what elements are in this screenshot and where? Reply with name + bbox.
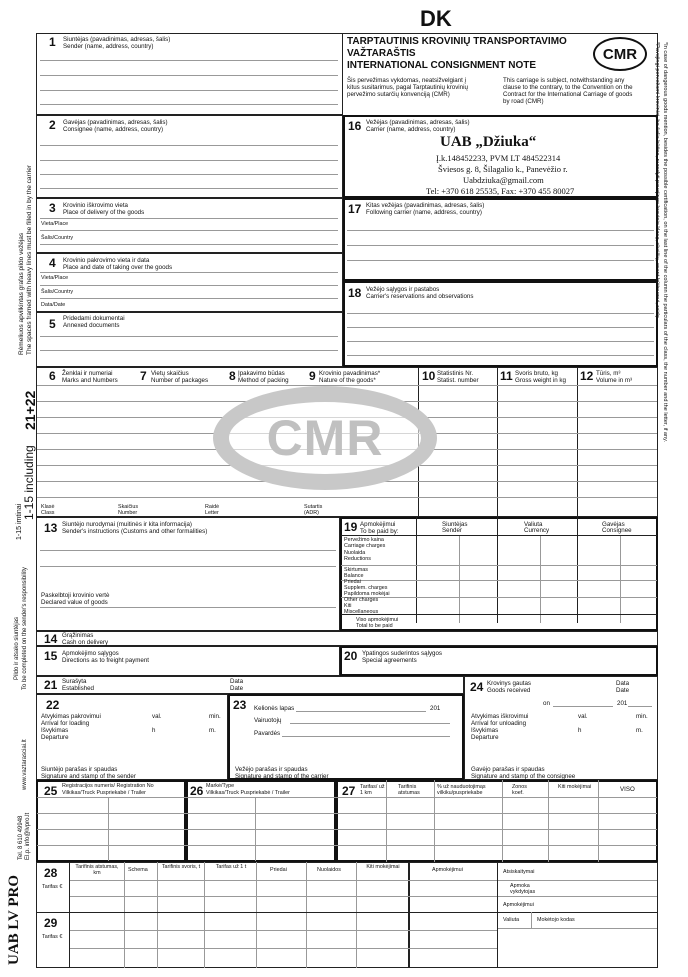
pay-row-2: Carriage charges <box>344 543 386 549</box>
field-15-number: 15 <box>44 649 58 663</box>
field-3-place: Vieta/Place <box>41 221 69 227</box>
driver-label: Vairuotojų <box>254 717 282 724</box>
field-17-lt: Kitas vežėjas (pavadinimas, adresas, šalis) <box>366 202 485 209</box>
field-4-lt: Krovinio pakrovimo vieta ir data <box>63 257 150 264</box>
col-9-en: Nature of the goods* <box>319 377 376 384</box>
field-25-en: Vilkikas/Truck Puspriekabė / Trailer <box>62 790 146 796</box>
pay-row-3: Nuolaida <box>344 550 366 556</box>
tariff-total: VISO <box>620 786 635 793</box>
sender-sign-en: Signature and stamp of the sender <box>41 773 136 780</box>
field-26-number: 26 <box>190 784 204 798</box>
field-3-country: Šalis/Country <box>41 235 74 241</box>
pay-row-6: Balance <box>344 573 364 579</box>
field-25-lt: Registracijos numeris/ Registration No <box>62 783 154 789</box>
tariff-other: Kiti mokėjimai <box>558 784 592 790</box>
field-15-lt: Apmokėjimo sąlygos <box>62 650 119 657</box>
field-4-country: Šalis/Country <box>41 289 74 295</box>
sender-sign-lt: Siuntėjo parašas ir spaudas <box>41 766 118 773</box>
settle-h7: Kiti mokėjimai <box>366 864 400 870</box>
field-2-en: Consignee (name, address, country) <box>63 126 164 133</box>
settle-h1: Tarifinis atstumas, km <box>75 864 119 876</box>
field-24-year: 201 <box>617 700 628 707</box>
settle-r5: Mokėtojo kodas <box>537 917 575 923</box>
sender-resp-lt: Pildo ir atsako siuntėjas <box>14 616 20 680</box>
pay-col-consignee-lt: Gavėjas <box>602 521 625 528</box>
col-11-en: Gross weight in kg <box>515 377 566 384</box>
range-1-15-b: 1-15 including <box>22 445 36 520</box>
sender-resp-en: To be completed on the sender's responsibility <box>22 567 28 690</box>
col-6-en: Marks and Numbers <box>62 377 118 384</box>
pay-col-currency-en: Currency <box>524 527 550 534</box>
field-1-lt: Siuntėjas (pavadinimas, adresas, šalis) <box>63 36 171 43</box>
unload-dep-en: Departure <box>471 734 499 741</box>
carrier-sign-en: Signature and stamp of the carrier <box>235 773 329 780</box>
range-1-15-a: 1-15 imtinai <box>16 503 23 540</box>
printer-contact-2: El.p. info@lvpro.lt <box>25 812 31 860</box>
field-23-number: 23 <box>233 698 247 712</box>
right-note-lt: *Pavojingi pervežami kroviniai, be šalia būtino, nurodyti pavojingo krovinio klasę, skaičių, esant būtinumui, raidę <box>654 42 660 318</box>
pay-row-10: Other charges <box>344 597 379 603</box>
field-18-lt: Vežėjo sąlygos ir pastabos <box>366 286 440 293</box>
carrier-sign-lt: Vežėjo parašas ir spaudas <box>235 766 308 773</box>
col-9-number: 9 <box>309 369 316 383</box>
field-13-en: Sender's instructions (Customs and other formalities) <box>62 528 208 535</box>
printer-company: UAB LV PRO <box>6 874 22 965</box>
cmr-watermark-text: CMR <box>266 410 384 466</box>
title-en-note-1: This carriage is subject, notwithstanding any <box>503 77 625 84</box>
printer-contact-1: Tel. 8 610 49948 <box>18 815 24 860</box>
consignee-sign-en: Signature and stamp of the consignee <box>471 773 576 780</box>
title-en-note-2: clause to the contrary, to the Convention on the <box>503 84 633 91</box>
col-7-number: 7 <box>140 369 147 383</box>
pay-row-12: Miscellaneous <box>344 609 379 615</box>
col-8-en: Method of packing <box>238 377 289 384</box>
load-arr-en: Arrival for loading <box>41 720 90 727</box>
title-lt-note-3: pervežimo sutarčių konvenciją (CMR) <box>347 91 450 98</box>
load-m: m. <box>209 727 216 734</box>
field-2-number: 2 <box>49 118 56 132</box>
field-24-en: Goods received <box>487 687 531 694</box>
settle-r2: Apmoka <box>510 883 530 889</box>
field-1-en: Sender (name, address, country) <box>63 43 154 50</box>
field-29-number: 29 <box>44 916 58 930</box>
field-28-tarifas: Tarifas € <box>42 884 63 890</box>
waybill-year: 201 <box>430 705 441 712</box>
pay-row-7: Priedai <box>344 579 361 585</box>
field-3-en: Place of delivery of the goods <box>63 209 145 216</box>
settle-h6: Nuolaidos <box>317 867 341 873</box>
field-29-tarifas: Tarifas € <box>42 934 63 940</box>
field-28-number: 28 <box>44 866 58 880</box>
waybill-label: Kelionės lapas <box>254 705 295 712</box>
load-arr-lt: Atvykimas pakrovimui <box>41 713 101 720</box>
pay-col-sender-lt: Siuntėjas <box>442 521 468 528</box>
col-12-lt: Tūris, m³ <box>596 370 621 377</box>
col-11-lt: Svoris bruto, kg <box>515 370 558 377</box>
adr-letter-en: Letter <box>205 510 219 516</box>
adr-number: Skaičius <box>118 504 139 510</box>
title-line-1: TARPTAUTINIS KROVINIŲ TRANSPORTAVIMO <box>347 36 567 47</box>
field-4-en: Place and date of taking over the goods <box>63 264 173 271</box>
declared-value-en: Declared value of goods <box>41 599 108 606</box>
cmr-badge-text: CMR <box>602 45 638 63</box>
settle-h3: Tarifinis svoris, t <box>161 864 201 870</box>
col-8-number: 8 <box>229 369 236 383</box>
field-14-number: 14 <box>44 632 58 646</box>
field-21-established[interactable] <box>36 676 464 694</box>
field-13-number: 13 <box>44 521 58 535</box>
carrier-address: Šviesos g. 8, Šilagalio k., Panevėžio r. <box>438 164 568 174</box>
col-10-number: 10 <box>422 369 436 383</box>
field-21-date-lt: Data <box>230 678 244 685</box>
load-h: h <box>152 727 156 734</box>
field-19-lt: Apmokėjimui <box>360 521 396 528</box>
unload-min: min. <box>636 713 648 720</box>
col-9-lt: Krovinio pavadinimas* <box>319 370 381 377</box>
field-4-date: Data/Date <box>41 302 66 308</box>
title-en-note-4: by road (CMR) <box>503 98 544 105</box>
settle-r4: Valiuta <box>503 917 520 923</box>
unload-dep-lt: Išvykimas <box>471 727 499 734</box>
field-27-number: 27 <box>342 784 356 798</box>
col-10-en: Statist. number <box>437 377 479 384</box>
col-8-lt: Įpakavimo būdas <box>238 370 285 377</box>
field-15-en: Directions as to freight payment <box>62 657 150 664</box>
cmr-watermark <box>213 386 437 490</box>
col-6-number: 6 <box>49 369 56 383</box>
field-3-number: 3 <box>49 201 56 215</box>
col-10-lt: Statistinis Nr. <box>437 370 474 377</box>
carrier-code: Į.k.148452233, PVM LT 484522314 <box>436 153 561 163</box>
field-16-lt: Vežėjas (pavadinimas, adresas, šalis) <box>366 119 470 126</box>
field-14-en: Cash on delivery <box>62 639 109 646</box>
tariff-distance: Tarifinis atstumas <box>398 784 420 796</box>
settle-h8: Apmokėjimui <box>432 867 463 873</box>
unload-m: m. <box>636 727 643 734</box>
col-7-lt: Vietų skaičius <box>151 370 189 377</box>
field-14-cod[interactable] <box>36 631 658 646</box>
pay-col-sender-en: Sender <box>442 527 462 534</box>
settle-h2: Schema <box>128 867 148 873</box>
adr-agreement-en: (ADR) <box>304 510 319 516</box>
carrier-company: UAB „Džiuka“ <box>440 134 537 150</box>
adr-class: Klasė <box>41 504 55 510</box>
adr-agreement: Sutartis <box>304 504 323 510</box>
field-1-number: 1 <box>49 35 56 49</box>
unload-arr-lt: Atvykimas iškrovimui <box>471 713 529 720</box>
unload-arr-en: Arrival for unloading <box>471 720 527 727</box>
field-26-lt: Markė/Type <box>206 783 235 789</box>
field-14-lt: Grąžinimas <box>62 632 94 639</box>
pay-total-lt: Viso apmokėjimui <box>356 617 399 623</box>
field-28-29-settlement[interactable] <box>36 862 658 968</box>
field-20-lt: Ypatingos suderintos sąlygos <box>362 650 443 657</box>
right-note-en: *In case of dangerous goods mention, besides the possible certification, on the last line of the column the particulars of the class, the number and the letter, if any. <box>662 42 668 443</box>
field-24-date-lt: Data <box>616 680 630 687</box>
field-18-number: 18 <box>348 286 362 300</box>
field-18-en: Carrier's reservations and observations <box>366 293 474 300</box>
field-21-en: Established <box>62 685 94 692</box>
settle-r3: Apmokėjimui <box>503 902 534 908</box>
field-5-lt: Pridedami dokumentai <box>63 315 125 322</box>
field-21-date-en: Date <box>230 685 244 692</box>
load-dep-en: Departure <box>41 734 69 741</box>
load-min: min. <box>209 713 221 720</box>
consignee-sign-lt: Gavėjo parašas ir spaudas <box>471 766 545 773</box>
field-19-number: 19 <box>344 520 358 534</box>
field-4-place: Vieta/Place <box>41 275 69 281</box>
field-3-lt: Krovinio iškrovimo vieta <box>63 202 128 209</box>
left-note-lt: Rėmeliuos apvilkintas grafas pildo vežėjas <box>18 232 25 355</box>
field-22-number: 22 <box>46 698 60 712</box>
field-5-number: 5 <box>49 317 56 331</box>
pay-row-4: Reductions <box>344 556 371 562</box>
field-16-number: 16 <box>348 119 362 133</box>
field-24-on: on <box>543 700 550 707</box>
col-6-lt: Ženklai ir numeriai <box>62 370 113 377</box>
settle-h4: Tarifas už 1 t <box>215 864 247 870</box>
col-12-en: Volume in m³ <box>596 377 633 384</box>
field-13-lt: Siuntėjo nurodymai (muitinės ir kita informacija) <box>62 521 192 528</box>
field-20-number: 20 <box>344 649 358 663</box>
field-24-lt: Krovinys gautas <box>487 680 532 687</box>
field-21-number: 21 <box>44 678 58 692</box>
field-21-lt: Surašyta <box>62 678 87 685</box>
col-7-en: Number of packages <box>151 377 209 384</box>
title-line-3: INTERNATIONAL CONSIGNMENT NOTE <box>347 60 537 71</box>
field-5-en: Annexed documents <box>63 322 120 329</box>
title-lt-note-2: kitus susitarimus, pagal Tarptautinių krovinių <box>347 84 468 91</box>
field-2-lt: Gavėjas (pavadinimas, adresas, šalis) <box>63 119 168 126</box>
field-17-en: Following carrier (name, address, country) <box>366 209 482 216</box>
adr-class-en: Class <box>41 510 55 516</box>
tariff-zone: Zonos koef. <box>512 784 527 796</box>
pay-row-9: Papildoma mokėjai <box>344 591 390 597</box>
field-4-number: 4 <box>49 256 56 270</box>
names-label: Pavardės <box>254 730 281 737</box>
load-dep-lt: Išvykimas <box>41 727 69 734</box>
settle-r1: Atsiskaitymai <box>503 869 535 875</box>
field-24-number: 24 <box>470 680 484 694</box>
settle-r2b: vykdytojas <box>510 889 536 895</box>
title-en-note-3: Contract for the International Carriage of goods <box>503 91 633 98</box>
col-12-number: 12 <box>580 369 594 383</box>
pay-total-en: Total to be paid <box>356 623 393 629</box>
left-note-en: The spaces framed with heavy lines must be filled in by the carrier <box>26 164 33 355</box>
field-20-en: Special agreements <box>362 657 417 664</box>
tariff-per-km: Tarifas/ už 1 km <box>360 784 385 796</box>
title-line-2: VAŽTARAŠTIS <box>347 48 416 59</box>
col-11-number: 11 <box>500 369 513 383</box>
dk-label: DK <box>420 6 452 31</box>
field-16-en: Carrier (name, address, country) <box>366 126 456 133</box>
cmr-badge <box>593 37 647 71</box>
tariff-percent: % už nauduotojimąs vilkiku/puspriekabe <box>437 784 486 796</box>
field-25-number: 25 <box>44 784 58 798</box>
declared-value-lt: Paskelbtoji krovinio vertė <box>41 592 110 599</box>
adr-letter: Raidė <box>205 504 220 510</box>
field-19-en: To be paid by: <box>360 528 399 535</box>
unload-val: val. <box>578 713 588 720</box>
unload-h: h <box>578 727 582 734</box>
carrier-phones: Tel: +370 618 25535, Fax: +370 455 80027 <box>426 186 575 196</box>
pay-col-currency-lt: Valiuta <box>524 521 543 528</box>
field-17-number: 17 <box>348 202 362 216</box>
pay-row-11: Kiti <box>344 603 352 609</box>
field-26-en: Vilkikas/Truck Puspriekabė / Trailer <box>206 790 290 796</box>
load-val: val. <box>152 713 162 720</box>
pay-row-5: Skirtumas <box>344 567 368 573</box>
pay-row-8: Supplem. charges <box>344 585 388 591</box>
field-24-date-en: Date <box>616 687 630 694</box>
pay-row-1: Pervežimo kaina <box>344 537 384 543</box>
title-lt-note-1: Šis pervežimas vykdomas, neatsižvelgiant į <box>347 77 466 84</box>
adr-number-en: Number <box>118 510 138 516</box>
range-21-22: 21+22 <box>22 390 38 430</box>
pay-col-consignee-en: Consignee <box>602 527 632 534</box>
carrier-email: Uabdziuka@gmail.com <box>463 175 544 185</box>
settle-h5: Priedai <box>270 867 287 873</box>
printer-web: www.vaztarasciai.lt <box>22 739 28 790</box>
